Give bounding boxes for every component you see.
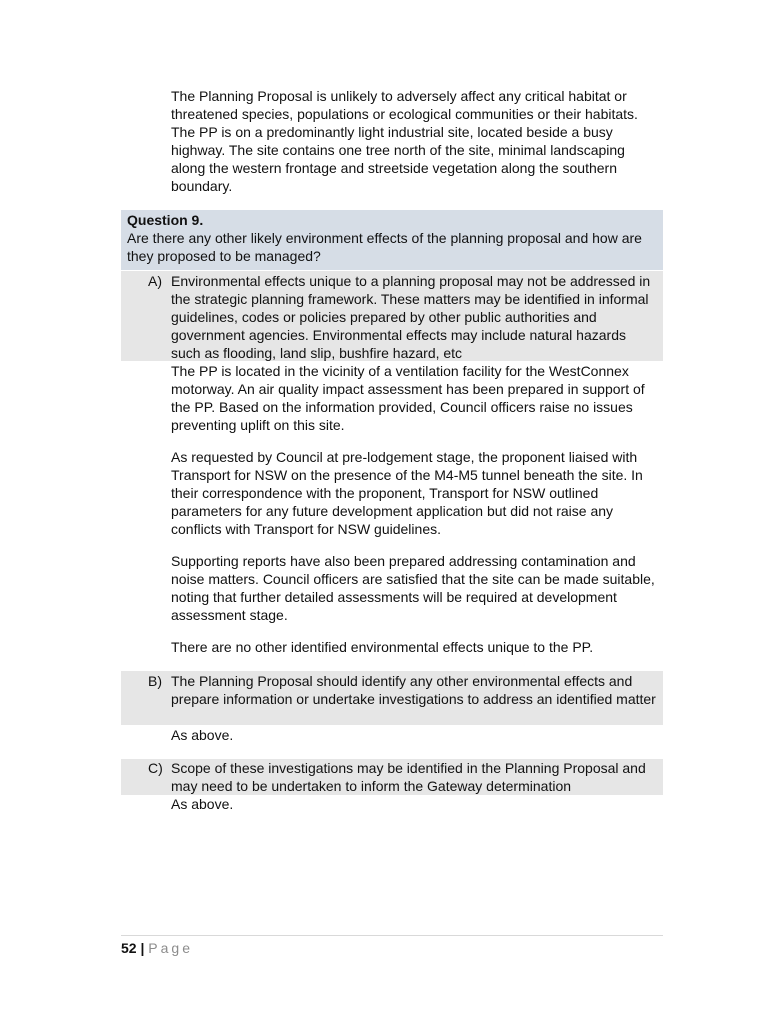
response-c: As above. [171,796,234,812]
footer-separator: | [140,940,145,956]
response-a-4: There are no other identified environmental effects unique to the PP. [171,639,594,655]
page-number: 52 [121,940,137,956]
response-a-1: The PP is located in the vicinity of a ventilation facility for the WestConnex motorway. An air quality impact assessment has been prepared in support of the PP. Based on the information provided, Council officers raise no issues preventing uplift on this site. [171,363,645,433]
page-footer [121,939,193,957]
response-a-3: Supporting reports have also been prepared addressing contamination and noise matters. Council officers are satisfied that the site can be made suitable, noting that further detailed assessments will be required at development assessment stage. [171,553,655,623]
item-a-letter: A) [148,273,162,289]
question-title: Question 9. [127,212,204,228]
intro-paragraph: The Planning Proposal is unlikely to adversely affect any critical habitat or threatened species, populations or ecological communities or their habitats. The PP is on a predominantly light industrial site, located beside a busy highway. The site contains one tree north of the site, minimal landscaping along the western frontage and streetside vegetation along the southern boundary. [171,88,638,194]
response-b: As above. [171,727,234,743]
response-a-2: As requested by Council at pre-lodgement stage, the proponent liaised with Transport for NSW on the presence of the M4-M5 tunnel beneath the site. In their correspondence with the proponent, Transport for NSW outlined parameters for any future development application but did not raise any conflicts with Transport for NSW guidelines. [171,449,643,537]
item-a-text: Environmental effects unique to a planning proposal may not be addressed in the strategic planning framework. These matters may be identified in informal guidelines, codes or policies prepared by other public authorities and government agencies. Environmental effects may include natural hazards such as flooding, land slip, bushfire hazard, etc [171,273,651,361]
footer-divider [121,935,663,936]
page-label: Page [148,940,193,956]
item-b-letter: B) [148,673,162,689]
question-header [121,210,663,270]
item-b-text: The Planning Proposal should identify any other environmental effects and prepare information or undertake investigations to address an identified matter [171,673,656,707]
item-c-letter: C) [148,760,163,776]
item-c-text: Scope of these investigations may be identified in the Planning Proposal and may need to be undertaken to inform the Gateway determination [171,760,646,794]
question-text: Are there any other likely environment effects of the planning proposal and how are they proposed to be managed? [127,230,642,264]
